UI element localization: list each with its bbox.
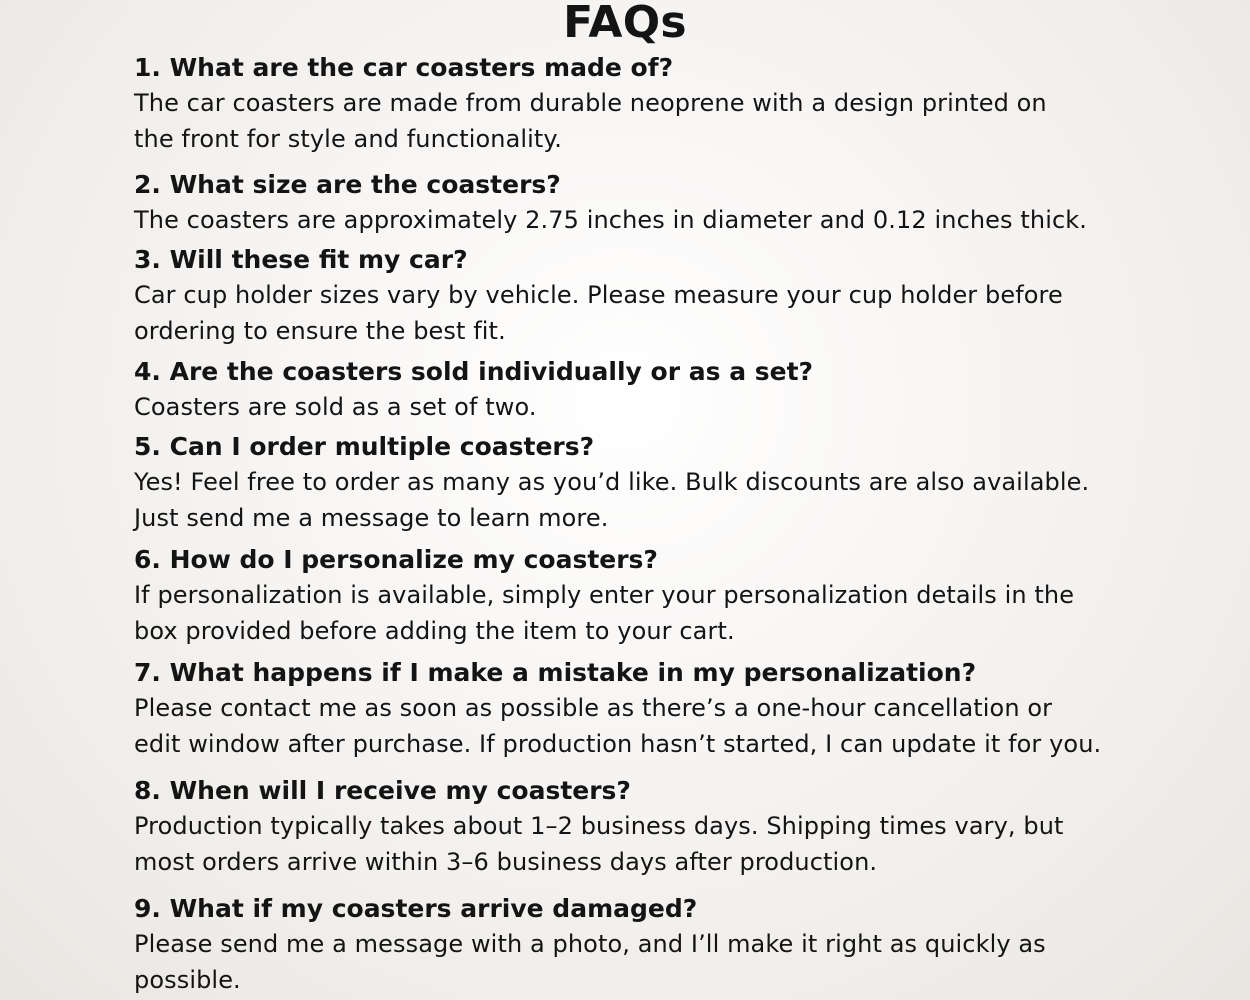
faq-answer-line: possible. (134, 966, 241, 994)
faq-question: 4. Are the coasters sold individually or as a set? (134, 357, 814, 386)
faq-item-8 (134, 774, 1194, 880)
faq-item-2 (134, 168, 1194, 238)
faq-answer-line: the front for style and functionality. (134, 125, 563, 153)
faq-item-3 (134, 243, 1194, 349)
faq-answer-line: Production typically takes about 1–2 business days. Shipping times vary, but (134, 812, 1064, 840)
faq-item-5 (134, 430, 1194, 536)
faq-question: 5. Can I order multiple coasters? (134, 432, 595, 461)
faq-answer-line: If personalization is available, simply enter your personalization details in the (134, 581, 1075, 609)
faq-item-7 (134, 656, 1194, 762)
faq-answer-line: box provided before adding the item to your cart. (134, 617, 735, 645)
page-title: FAQs (563, 0, 687, 48)
faq-answer-line: The car coasters are made from durable neoprene with a design printed on (134, 89, 1047, 117)
faq-answer-line: Car cup holder sizes vary by vehicle. Please measure your cup holder before (134, 281, 1063, 309)
faq-answer-line: Yes! Feel free to order as many as you’d like. Bulk discounts are also available. (134, 468, 1090, 496)
faq-item-9 (134, 892, 1194, 998)
faq-item-1 (134, 51, 1194, 157)
faq-answer-line: most orders arrive within 3–6 business days after production. (134, 848, 878, 876)
faq-question: 7. What happens if I make a mistake in my personalization? (134, 658, 977, 687)
faq-answer-line: Just send me a message to learn more. (134, 504, 609, 532)
faq-question: 2. What size are the coasters? (134, 170, 561, 199)
faq-answer-line: The coasters are approximately 2.75 inches in diameter and 0.12 inches thick. (134, 206, 1087, 234)
faq-answer-line: Please contact me as soon as possible as there’s a one-hour cancellation or (134, 694, 1053, 722)
faq-question: 1. What are the car coasters made of? (134, 53, 674, 82)
faq-question: 3. Will these fit my car? (134, 245, 468, 274)
faq-question: 8. When will I receive my coasters? (134, 776, 631, 805)
faq-answer-line: edit window after purchase. If production hasn’t started, I can update it for you. (134, 730, 1102, 758)
faq-answer-line: Please send me a message with a photo, and I’ll make it right as quickly as (134, 930, 1046, 958)
faq-question: 6. How do I personalize my coasters? (134, 545, 658, 574)
faq-item-6 (134, 543, 1194, 649)
faq-item-4 (134, 355, 1194, 425)
faq-question: 9. What if my coasters arrive damaged? (134, 894, 698, 923)
faq-answer-line: ordering to ensure the best fit. (134, 317, 506, 345)
faq-answer-line: Coasters are sold as a set of two. (134, 393, 537, 421)
